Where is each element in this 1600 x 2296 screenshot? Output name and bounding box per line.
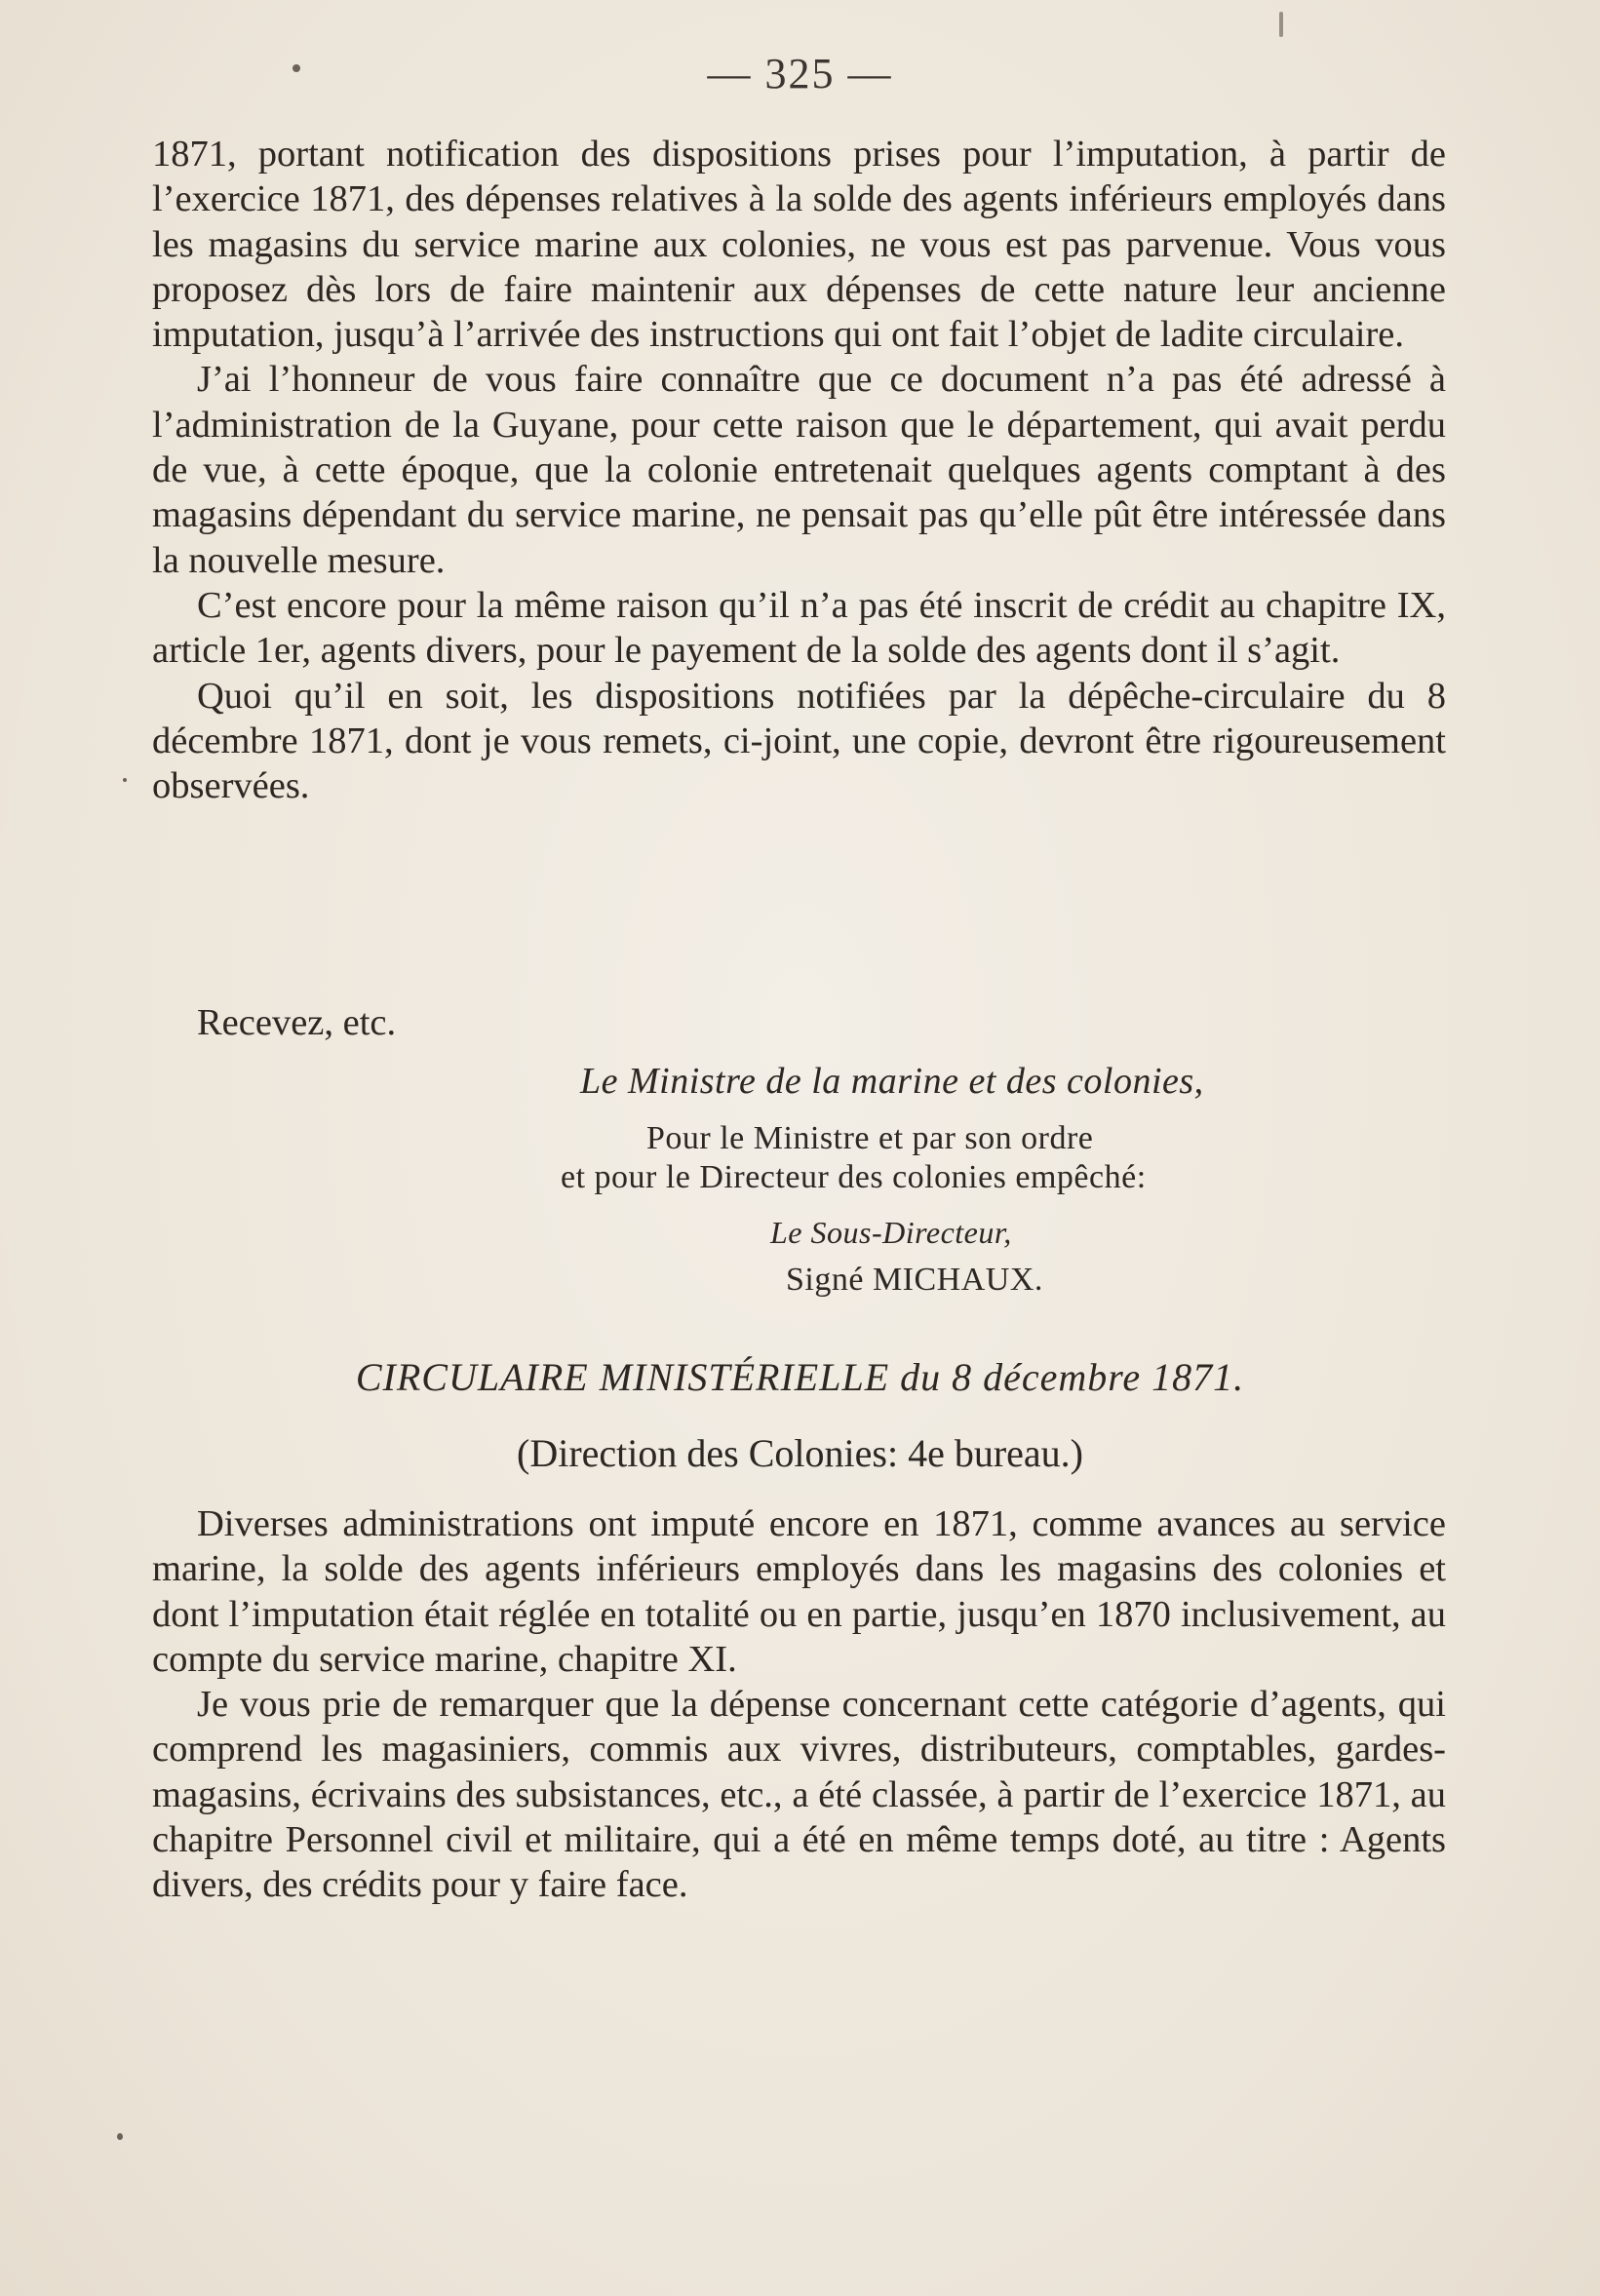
paragraph: J’ai l’honneur de vous faire connaître que ce document n’a pas été adressé à l’administration de la Guyane, pour cette raison que le département, qui avait perdu de vue, à cette époque, que la colonie entretenait quelques agents comptant à des magasins dépendant du service marine, ne pensait pas qu’elle pût être intéressée dans la nouvelle mesure. [152, 359, 1446, 581]
paragraph: C’est encore pour la même raison qu’il n’a pas été inscrit de crédit au chapitre IX, article 1er, agents divers, pour le payement de la solde des agents dont il s’agit. [152, 584, 1446, 672]
paragraph: Diverses administrations ont imputé encore en 1871, comme avances au service marine, la solde des agents inférieurs employés dans les magasins des colonies et dont l’imputation était réglée en totalité ou en partie, jusqu’en 1870 inclusivement, au compte du service marine, chapitre XI. [152, 1503, 1446, 1680]
page-number: — 325 — [707, 50, 893, 97]
signature-name: Signé MICHAUX. [786, 1262, 1043, 1298]
ink-speck [117, 2133, 123, 2140]
ink-speck [1279, 12, 1283, 37]
letter-body [152, 132, 1446, 808]
paragraph: Quoi qu’il en soit, les dispositions notifiées par la dépêche-circulaire du 8 décembre 1871, dont je vous remets, ci-joint, une copie, devront être rigoureusement observées. [152, 675, 1446, 807]
ink-speck [123, 778, 127, 782]
circular-direction: (Direction des Colonies: 4e bureau.) [517, 1431, 1083, 1475]
paragraph: 1871, portant notification des dispositions prises pour l’imputation, à partir de l’exercice 1871, des dépenses relatives à la solde des agents inférieurs employés dans les magasins du service marine aux colonies, ne vous est pas parvenue. Vous vous proposez dès lors de faire maintenir aux dépenses de cette nature leur ancienne imputation, jusqu’à l’arrivée des instructions qui ont fait l’objet de ladite circulaire. [152, 134, 1446, 356]
circular-body [152, 1501, 1446, 1908]
salutation: Recevez, etc. [197, 1002, 397, 1043]
signature-line: Pour le Ministre et par son ordre [646, 1120, 1094, 1156]
circular-heading: CIRCULAIRE MINISTÉRIELLE du 8 décembre 1871. [355, 1355, 1245, 1399]
signature-title: Le Ministre de la marine et des colonies, [580, 1061, 1204, 1102]
ink-speck [293, 64, 300, 72]
paragraph: Je vous prie de remarquer que la dépense concernant cette catégorie d’agents, qui comprend les magasiniers, commis aux vivres, distributeurs, comptables, gardes-magasins, écrivains des subsistances, etc., a été classée, à partir de l’exercice 1871, au chapitre Personnel civil et militaire, qui a été en même temps doté, au titre : Agents divers, des crédits pour y faire face. [152, 1684, 1446, 1906]
signature-line: et pour le Directeur des colonies empêché: [561, 1159, 1147, 1195]
signature-role: Le Sous-Directeur, [770, 1215, 1012, 1250]
